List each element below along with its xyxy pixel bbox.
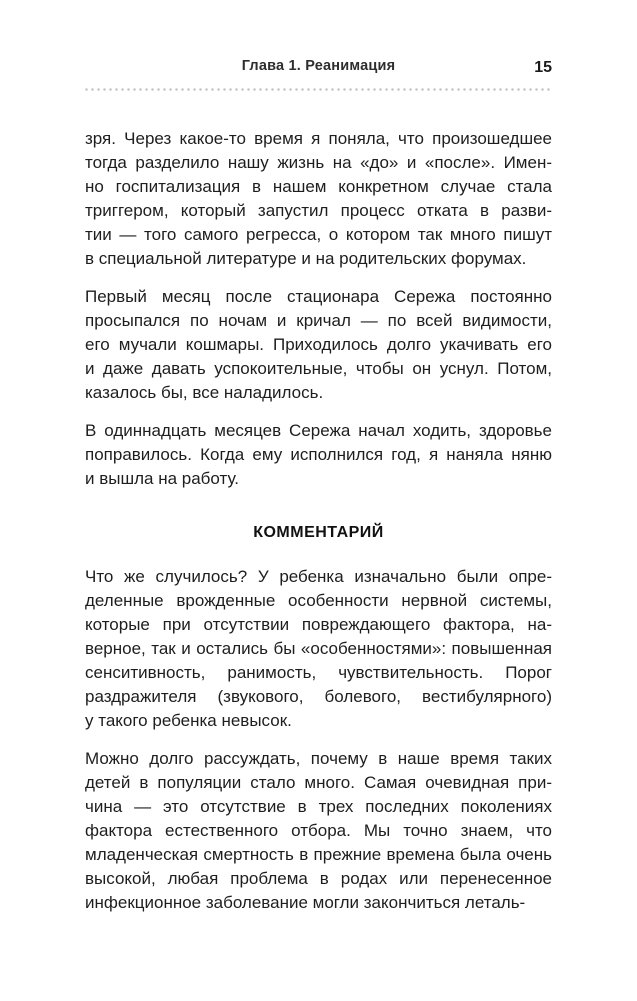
- paragraph: [85, 419, 552, 491]
- text-line: и даже давать успокоительные, чтобы он уснул. Потом,: [85, 359, 552, 378]
- text-line: у такого ребенка невысок.: [85, 711, 292, 730]
- text-line: Первый месяц после стационара Сережа постоянно: [85, 287, 552, 306]
- text-line: но госпитализация в нашем конкретном случае стала: [85, 177, 552, 196]
- text-line: в специальной литературе и на родительских форумах.: [85, 249, 527, 268]
- page-body: [0, 91, 637, 915]
- text-line: высокой, любая проблема в родах или перенесенное: [85, 869, 552, 888]
- text-line: поправилось. Когда ему исполнился год, я наняла няню: [85, 445, 552, 464]
- text-line: зря. Через какое-то время я поняла, что произошедшее: [85, 129, 552, 148]
- text-line: верное, так и остались бы «особенностями»: повышенная: [85, 639, 552, 658]
- text-line: чина — это отсутствие в трех последних поколениях: [85, 797, 552, 816]
- text-line: фактора естественного отбора. Мы точно знаем, что: [85, 821, 552, 840]
- text-line: Что же случилось? У ребенка изначально были опре-: [85, 567, 552, 586]
- text-line: Можно долго рассуждать, почему в наше время таких: [85, 749, 552, 768]
- chapter-title: Глава 1. Реанимация: [241, 58, 396, 74]
- running-head: [85, 58, 552, 80]
- page-number: 15: [534, 59, 552, 76]
- text-line: В одиннадцать месяцев Сережа начал ходить, здоровье: [85, 421, 552, 440]
- paragraph: [85, 127, 552, 271]
- text-line: просыпался по ночам и кричал — по всей видимости,: [85, 311, 552, 330]
- text-line: триггером, который запустил процесс отката в разви-: [85, 201, 552, 220]
- text-line: тогда разделило нашу жизнь на «до» и «после». Имен-: [85, 153, 552, 172]
- text-line: раздражителя (звукового, болевого, вестибулярного): [85, 687, 552, 706]
- section-heading: КОММЕНТАРИЙ: [253, 524, 384, 541]
- text-line: младенческая смертность в прежние времена была очень: [85, 845, 552, 864]
- text-line: деленные врожденные особенности нервной системы,: [85, 591, 552, 610]
- text-line: казалось бы, все наладилось.: [85, 383, 324, 402]
- page-header: [0, 0, 637, 91]
- text-line: инфекционное заболевание могли закончиться леталь-: [85, 893, 526, 912]
- text-line: и вышла на работу.: [85, 469, 239, 488]
- paragraph: [85, 747, 552, 915]
- paragraph: [85, 285, 552, 405]
- text-line: его мучали кошмары. Приходилось долго укачивать его: [85, 335, 552, 354]
- text-line: сенситивность, ранимость, чувствительность. Порог: [85, 663, 552, 682]
- paragraph: [85, 565, 552, 733]
- text-line: которые при отсутствии повреждающего фактора, на-: [85, 615, 552, 634]
- text-line: детей в популяции стало много. Самая очевидная при-: [85, 773, 552, 792]
- text-line: тии — того самого регресса, о котором так много пишут: [85, 225, 552, 244]
